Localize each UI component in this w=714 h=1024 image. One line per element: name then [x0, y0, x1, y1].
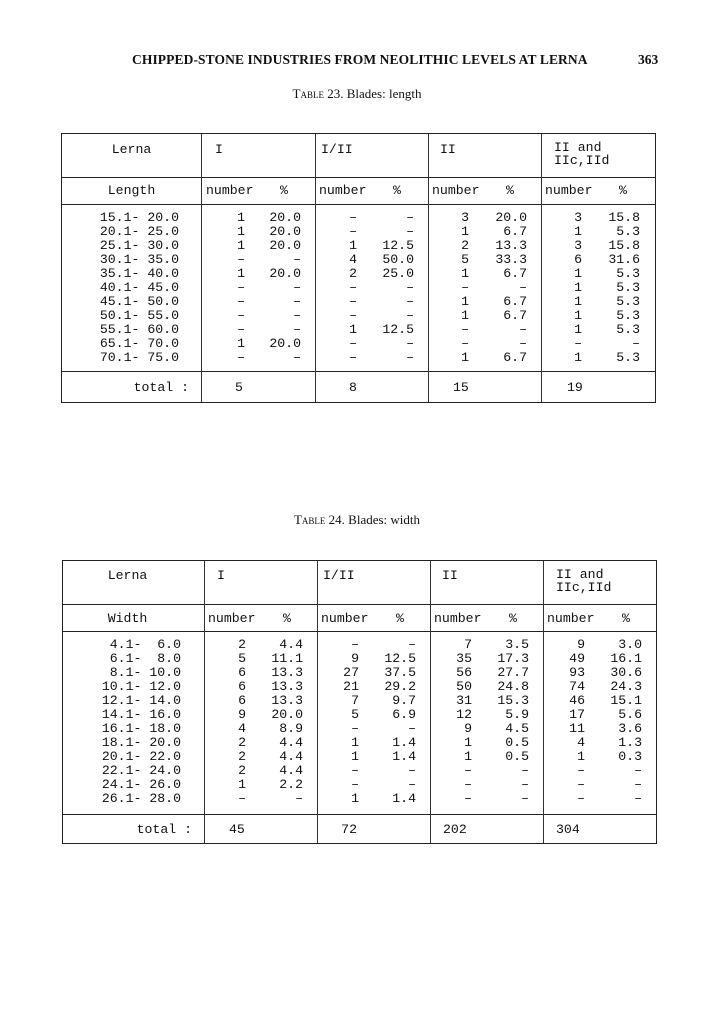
- table-row: [63, 694, 656, 708]
- number-cell: 1: [574, 350, 582, 365]
- range-cell: 24.1- 26.0: [101, 777, 181, 792]
- number-cell: –: [349, 294, 357, 309]
- number-cell: 3: [574, 238, 582, 253]
- subheader-number: number: [545, 183, 593, 198]
- percent-cell: 4.4: [279, 749, 303, 764]
- percent-cell: –: [521, 791, 529, 806]
- percent-cell: 5.3: [616, 266, 640, 281]
- percent-cell: 20.0: [495, 210, 527, 225]
- total-group-II-IIc-IId: 19: [567, 380, 583, 395]
- table-row: [63, 666, 656, 680]
- number-cell: –: [237, 280, 245, 295]
- percent-cell: –: [293, 294, 301, 309]
- number-cell: –: [237, 322, 245, 337]
- table24-caption-text: Blades: width: [348, 512, 421, 527]
- percent-cell: 1.3: [618, 735, 642, 750]
- total-label: total :: [133, 380, 189, 395]
- percent-cell: 20.0: [269, 224, 301, 239]
- total-divider: [62, 371, 655, 372]
- percent-cell: –: [521, 777, 529, 792]
- number-cell: –: [464, 763, 472, 778]
- range-cell: 20.1- 22.0: [101, 749, 181, 764]
- total-group-I: 45: [229, 822, 245, 837]
- running-title: CHIPPED-STONE INDUSTRIES FROM NEOLITHIC LEVELS AT LERNA: [132, 52, 588, 67]
- header-divider: [63, 604, 656, 605]
- percent-cell: 5.3: [616, 322, 640, 337]
- number-cell: 1: [237, 210, 245, 225]
- subheader-number: number: [321, 611, 369, 626]
- percent-cell: 6.7: [503, 266, 527, 281]
- table23: [61, 133, 656, 403]
- number-cell: 1: [351, 749, 359, 764]
- percent-cell: –: [406, 350, 414, 365]
- subheader-number: number: [432, 183, 480, 198]
- number-cell: 1: [349, 238, 357, 253]
- table-row: [63, 792, 656, 806]
- percent-cell: –: [519, 280, 527, 295]
- percent-cell: 5.3: [616, 224, 640, 239]
- range-cell: 16.1- 18.0: [101, 721, 181, 736]
- percent-cell: –: [634, 777, 642, 792]
- percent-cell: 37.5: [384, 665, 416, 680]
- percent-cell: 13.3: [271, 665, 303, 680]
- number-cell: 1: [574, 294, 582, 309]
- total-group-I: 5: [235, 380, 243, 395]
- number-cell: 11: [569, 721, 585, 736]
- number-cell: 1: [461, 308, 469, 323]
- table-row: [62, 337, 655, 351]
- range-cell: 20.1- 25.0: [99, 224, 179, 239]
- percent-cell: –: [408, 777, 416, 792]
- number-cell: 1: [237, 224, 245, 239]
- group-label-IIc-IId: IIc,IId: [554, 153, 610, 168]
- number-cell: –: [349, 350, 357, 365]
- number-cell: 4: [238, 721, 246, 736]
- range-cell: 4.1- 6.0: [109, 637, 181, 652]
- number-cell: –: [237, 294, 245, 309]
- corner-bottom-label: Length: [107, 183, 156, 198]
- number-cell: 74: [569, 679, 585, 694]
- range-cell: 40.1- 45.0: [99, 280, 179, 295]
- percent-cell: 3.5: [505, 637, 529, 652]
- group-label-I-II: I/II: [321, 142, 353, 157]
- percent-cell: 17.3: [497, 651, 529, 666]
- number-cell: –: [461, 336, 469, 351]
- percent-cell: 27.7: [497, 665, 529, 680]
- percent-cell: 1.4: [392, 749, 416, 764]
- table-row: [62, 225, 655, 239]
- range-cell: 50.1- 55.0: [99, 308, 179, 323]
- table-row: [63, 680, 656, 694]
- number-cell: 1: [351, 735, 359, 750]
- table-row: [62, 295, 655, 309]
- number-cell: 4: [577, 735, 585, 750]
- number-cell: 35: [456, 651, 472, 666]
- number-cell: 1: [574, 322, 582, 337]
- percent-cell: –: [293, 308, 301, 323]
- number-cell: 1: [461, 350, 469, 365]
- range-cell: 18.1- 20.0: [101, 735, 181, 750]
- number-cell: 9: [577, 637, 585, 652]
- percent-cell: 13.3: [271, 693, 303, 708]
- number-cell: 1: [574, 280, 582, 295]
- percent-cell: 15.8: [608, 210, 640, 225]
- number-cell: –: [349, 224, 357, 239]
- number-cell: 1: [577, 749, 585, 764]
- percent-cell: 20.0: [271, 707, 303, 722]
- number-cell: 3: [461, 210, 469, 225]
- percent-cell: 5.3: [616, 308, 640, 323]
- group-label-I: I: [217, 568, 225, 583]
- subheader-percent: %: [280, 183, 288, 198]
- percent-cell: –: [521, 763, 529, 778]
- number-cell: –: [577, 777, 585, 792]
- number-cell: –: [351, 763, 359, 778]
- percent-cell: 6.7: [503, 350, 527, 365]
- table-row: [62, 309, 655, 323]
- running-header: [0, 52, 714, 72]
- percent-cell: –: [293, 252, 301, 267]
- percent-cell: 24.8: [497, 679, 529, 694]
- percent-cell: 6.9: [392, 707, 416, 722]
- number-cell: 93: [569, 665, 585, 680]
- total-label: total :: [136, 822, 192, 837]
- percent-cell: 0.3: [618, 749, 642, 764]
- total-group-I-II: 8: [349, 380, 357, 395]
- group-label-II: II: [440, 142, 456, 157]
- number-cell: 4: [349, 252, 357, 267]
- percent-cell: 15.3: [497, 693, 529, 708]
- table-row: [62, 211, 655, 225]
- table23-caption-text: Blades: length: [346, 86, 422, 101]
- number-cell: 9: [351, 651, 359, 666]
- number-cell: –: [349, 308, 357, 323]
- total-group-I-II: 72: [341, 822, 357, 837]
- table-row: [62, 281, 655, 295]
- percent-cell: 20.0: [269, 238, 301, 253]
- range-cell: 10.1- 12.0: [101, 679, 181, 694]
- number-cell: 7: [351, 693, 359, 708]
- number-cell: 5: [351, 707, 359, 722]
- percent-cell: 31.6: [608, 252, 640, 267]
- percent-cell: 0.5: [505, 735, 529, 750]
- number-cell: –: [577, 763, 585, 778]
- percent-cell: 0.5: [505, 749, 529, 764]
- subheader-percent: %: [619, 183, 627, 198]
- percent-cell: 4.5: [505, 721, 529, 736]
- percent-cell: 25.0: [382, 266, 414, 281]
- table-row: [63, 750, 656, 764]
- number-cell: –: [349, 280, 357, 295]
- percent-cell: 1.4: [392, 791, 416, 806]
- subheader-percent: %: [393, 183, 401, 198]
- percent-cell: 20.0: [269, 210, 301, 225]
- percent-cell: 15.8: [608, 238, 640, 253]
- number-cell: 6: [238, 679, 246, 694]
- range-cell: 30.1- 35.0: [99, 252, 179, 267]
- table-row: [63, 764, 656, 778]
- number-cell: –: [351, 777, 359, 792]
- number-cell: 1: [461, 224, 469, 239]
- table-row: [62, 351, 655, 365]
- number-cell: 2: [349, 266, 357, 281]
- number-cell: –: [238, 791, 246, 806]
- table-row: [62, 323, 655, 337]
- number-cell: –: [577, 791, 585, 806]
- number-cell: –: [349, 336, 357, 351]
- group-label-II-and: II and: [554, 140, 602, 155]
- percent-cell: 20.0: [269, 266, 301, 281]
- range-cell: 6.1- 8.0: [109, 651, 181, 666]
- percent-cell: 29.2: [384, 679, 416, 694]
- number-cell: –: [461, 322, 469, 337]
- number-cell: 1: [461, 294, 469, 309]
- number-cell: 21: [343, 679, 359, 694]
- number-cell: 6: [238, 665, 246, 680]
- table-row: [63, 778, 656, 792]
- number-cell: –: [351, 721, 359, 736]
- percent-cell: –: [406, 224, 414, 239]
- subheader-percent: %: [509, 611, 517, 626]
- subheader-divider: [62, 204, 655, 205]
- percent-cell: 5.3: [616, 294, 640, 309]
- group-label-IIc-IId: IIc,IId: [556, 580, 612, 595]
- percent-cell: –: [634, 763, 642, 778]
- number-cell: 6: [574, 252, 582, 267]
- table-row: [63, 736, 656, 750]
- percent-cell: –: [293, 280, 301, 295]
- percent-cell: 13.3: [495, 238, 527, 253]
- percent-cell: –: [406, 294, 414, 309]
- corner-top-label: Lerna: [111, 142, 152, 157]
- percent-cell: –: [295, 791, 303, 806]
- range-cell: 12.1- 14.0: [101, 693, 181, 708]
- number-cell: 9: [464, 721, 472, 736]
- subheader-number: number: [208, 611, 256, 626]
- percent-cell: –: [406, 280, 414, 295]
- table-row: [63, 722, 656, 736]
- subheader-divider: [63, 631, 656, 632]
- percent-cell: 50.0: [382, 252, 414, 267]
- percent-cell: –: [406, 336, 414, 351]
- number-cell: –: [461, 280, 469, 295]
- percent-cell: 24.3: [610, 679, 642, 694]
- total-group-II: 15: [453, 380, 469, 395]
- number-cell: 3: [574, 210, 582, 225]
- percent-cell: 16.1: [610, 651, 642, 666]
- number-cell: 2: [238, 735, 246, 750]
- table-row: [62, 239, 655, 253]
- range-cell: 65.1- 70.0: [99, 336, 179, 351]
- percent-cell: 20.0: [269, 336, 301, 351]
- subheader-percent: %: [396, 611, 404, 626]
- percent-cell: 3.0: [618, 637, 642, 652]
- percent-cell: 2.2: [279, 777, 303, 792]
- percent-cell: 6.7: [503, 308, 527, 323]
- table-row: [63, 652, 656, 666]
- percent-cell: 15.1: [610, 693, 642, 708]
- percent-cell: 4.4: [279, 735, 303, 750]
- total-group-II-IIc-IId: 304: [556, 822, 580, 837]
- subheader-number: number: [319, 183, 367, 198]
- range-cell: 14.1- 16.0: [101, 707, 181, 722]
- subheader-percent: %: [506, 183, 514, 198]
- percent-cell: 5.3: [616, 350, 640, 365]
- percent-cell: 5.9: [505, 707, 529, 722]
- range-cell: 45.1- 50.0: [99, 294, 179, 309]
- group-label-II-and: II and: [556, 567, 604, 582]
- subheader-number: number: [434, 611, 482, 626]
- number-cell: 50: [456, 679, 472, 694]
- percent-cell: 8.9: [279, 721, 303, 736]
- number-cell: 6: [238, 693, 246, 708]
- corner-top-label: Lerna: [107, 568, 148, 583]
- percent-cell: 6.7: [503, 294, 527, 309]
- number-cell: 2: [238, 637, 246, 652]
- number-cell: –: [464, 791, 472, 806]
- number-cell: 49: [569, 651, 585, 666]
- percent-cell: –: [408, 721, 416, 736]
- number-cell: 31: [456, 693, 472, 708]
- number-cell: 1: [237, 266, 245, 281]
- percent-cell: 3.6: [618, 721, 642, 736]
- number-cell: –: [464, 777, 472, 792]
- percent-cell: –: [406, 210, 414, 225]
- table24-caption: [0, 512, 714, 528]
- number-cell: 27: [343, 665, 359, 680]
- number-cell: 1: [351, 791, 359, 806]
- total-group-II: 202: [443, 822, 467, 837]
- table-row: [63, 708, 656, 722]
- number-cell: 9: [238, 707, 246, 722]
- number-cell: 5: [238, 651, 246, 666]
- number-cell: 1: [464, 749, 472, 764]
- table24-caption-label: Table 24.: [293, 512, 345, 527]
- range-cell: 8.1- 10.0: [109, 665, 181, 680]
- range-cell: 15.1- 20.0: [99, 210, 179, 225]
- number-cell: 7: [464, 637, 472, 652]
- group-label-II: II: [442, 568, 458, 583]
- corner-bottom-label: Width: [107, 611, 148, 626]
- percent-cell: –: [634, 791, 642, 806]
- number-cell: –: [237, 252, 245, 267]
- number-cell: –: [237, 350, 245, 365]
- header-divider: [62, 177, 655, 178]
- percent-cell: 12.5: [382, 322, 414, 337]
- range-cell: 70.1- 75.0: [99, 350, 179, 365]
- percent-cell: 6.7: [503, 224, 527, 239]
- percent-cell: 1.4: [392, 735, 416, 750]
- percent-cell: –: [519, 336, 527, 351]
- number-cell: 1: [349, 322, 357, 337]
- number-cell: –: [237, 308, 245, 323]
- subheader-number: number: [206, 183, 254, 198]
- total-divider: [63, 814, 656, 815]
- number-cell: 2: [461, 238, 469, 253]
- percent-cell: 4.4: [279, 637, 303, 652]
- range-cell: 35.1- 40.0: [99, 266, 179, 281]
- percent-cell: 9.7: [392, 693, 416, 708]
- number-cell: 17: [569, 707, 585, 722]
- number-cell: 1: [574, 224, 582, 239]
- percent-cell: –: [519, 322, 527, 337]
- range-cell: 22.1- 24.0: [101, 763, 181, 778]
- number-cell: 1: [238, 777, 246, 792]
- percent-cell: 13.3: [271, 679, 303, 694]
- percent-cell: –: [408, 637, 416, 652]
- number-cell: 1: [237, 238, 245, 253]
- number-cell: –: [574, 336, 582, 351]
- percent-cell: –: [293, 322, 301, 337]
- number-cell: 1: [237, 336, 245, 351]
- number-cell: 56: [456, 665, 472, 680]
- percent-cell: –: [408, 763, 416, 778]
- subheader-number: number: [547, 611, 595, 626]
- number-cell: 2: [238, 749, 246, 764]
- percent-cell: 12.5: [382, 238, 414, 253]
- number-cell: 1: [461, 266, 469, 281]
- number-cell: 12: [456, 707, 472, 722]
- table24: [62, 560, 657, 844]
- table23-caption-label: Table 23.: [292, 86, 344, 101]
- number-cell: 46: [569, 693, 585, 708]
- percent-cell: 12.5: [384, 651, 416, 666]
- number-cell: 2: [238, 763, 246, 778]
- percent-cell: –: [293, 350, 301, 365]
- subheader-percent: %: [622, 611, 630, 626]
- subheader-percent: %: [283, 611, 291, 626]
- number-cell: –: [351, 637, 359, 652]
- table23-caption: [0, 86, 714, 102]
- percent-cell: 30.6: [610, 665, 642, 680]
- percent-cell: –: [632, 336, 640, 351]
- number-cell: 1: [574, 308, 582, 323]
- number-cell: 1: [574, 266, 582, 281]
- group-label-I-II: I/II: [323, 568, 355, 583]
- percent-cell: –: [406, 308, 414, 323]
- range-cell: 26.1- 28.0: [101, 791, 181, 806]
- number-cell: 1: [464, 735, 472, 750]
- percent-cell: 5.3: [616, 280, 640, 295]
- percent-cell: 4.4: [279, 763, 303, 778]
- table-row: [62, 253, 655, 267]
- page-number: 363: [638, 52, 659, 67]
- percent-cell: 11.1: [271, 651, 303, 666]
- percent-cell: 5.6: [618, 707, 642, 722]
- table-row: [63, 638, 656, 652]
- group-label-I: I: [215, 142, 223, 157]
- percent-cell: 33.3: [495, 252, 527, 267]
- range-cell: 55.1- 60.0: [99, 322, 179, 337]
- table-row: [62, 267, 655, 281]
- range-cell: 25.1- 30.0: [99, 238, 179, 253]
- number-cell: –: [349, 210, 357, 225]
- number-cell: 5: [461, 252, 469, 267]
